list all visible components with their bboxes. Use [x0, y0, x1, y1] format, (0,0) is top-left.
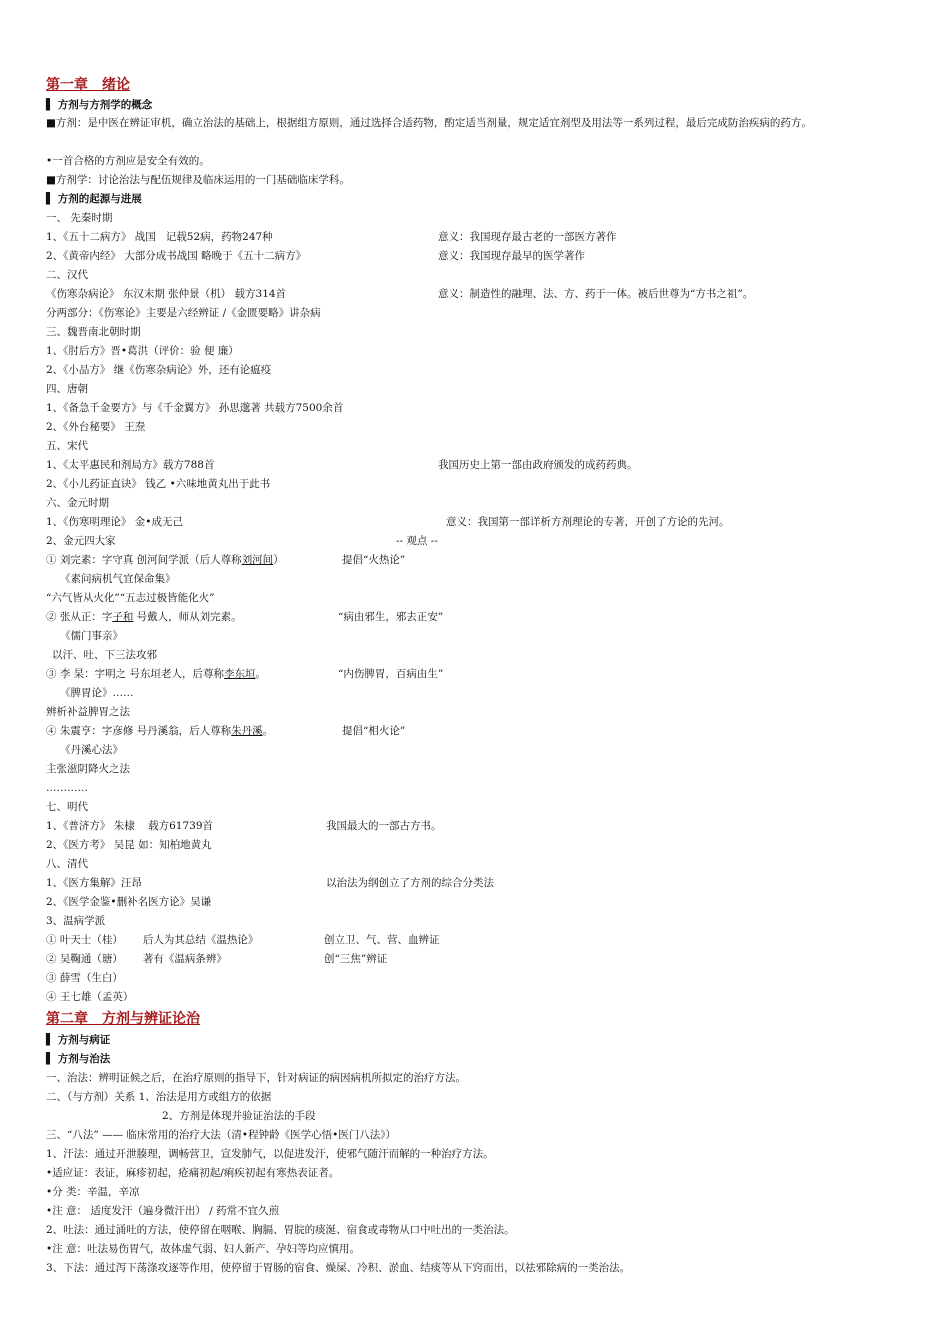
section-heading: ▌ 方剂与病证 — [46, 1034, 111, 1046]
period-heading: 一、 先秦时期 — [46, 212, 113, 224]
text-line: •分 类：辛温，辛凉 — [46, 1186, 140, 1198]
text-line: ① 叶天士（桂） 后人为其总结《温热论》 创立卫、气、营、血辨证 — [46, 934, 440, 946]
method-note: 辨析补益脾胃之法 — [46, 706, 130, 718]
text-line: 分两部分：《伤寒论》主要是六经辨证 /《金匮要略》讲杂病 — [46, 307, 321, 319]
text-line: 1、《普济方》 朱棣 载方61739首 我国最大的一部古方书。 — [46, 817, 910, 836]
text-line: 3、温病学派 — [46, 915, 106, 927]
section-heading: ▌ 方剂与治法 — [46, 1053, 111, 1065]
scholar-li: ③ 李 杲：字明之 号东垣老人，后尊称李东垣。 “内伤脾胃，百病由生” — [46, 668, 444, 680]
text-line: 2、《黄帝内经》 大部分成书战国 略晚于《五十二病方》 意义：我国现存最早的医学著作 — [46, 247, 910, 266]
method-note: 以汗、吐、下三法攻邪 — [52, 649, 157, 661]
text-line: 2、方剂是体现并验证治法的手段 — [162, 1110, 316, 1122]
text-line: 3、下法：通过泻下荡涤攻逐等作用，使停留于胃肠的宿食、燥屎、冷积、淤血、结痰等从下窍而出，以祛邪除病的一类治法。 — [46, 1262, 631, 1274]
period-heading: 七、明代 — [46, 801, 88, 813]
chapter-1-title: 第一章 绪论 — [46, 77, 130, 93]
chapter-2-title: 第二章 方剂与辨证论治 — [46, 1011, 200, 1027]
viewpoint-header: -- 观点 -- — [396, 535, 438, 547]
text-line: •适应证：表证，麻疹初起，疮痛初起/痢疾初起有寒热表证者。 — [46, 1167, 340, 1179]
text-line: 1、《肘后方》晋•葛洪（评价：验 便 廉） — [46, 345, 239, 357]
text-line: •注 意：吐法易伤胃气，故体虚气弱、妇人新产、孕妇等均应慎用。 — [46, 1243, 361, 1255]
text-line: 《伤寒杂病论》 东汉末期 张仲景（机） 载方314首 意义：制造性的融理、法、方、药于一体。被后世尊为“方书之祖”。 — [46, 285, 910, 304]
book-title: 《儒门事亲》 — [60, 630, 123, 642]
significance-note: 意义：我国现存最古老的一部医方著作 — [438, 231, 617, 243]
text-line: 一、治法：辨明证候之后，在治疗原则的指导下，针对病证的病因病机所拟定的治疗方法。 — [46, 1072, 466, 1084]
text-line: ③ 薛雪（生白） — [46, 972, 123, 984]
text-line: 1、《五十二病方》 战国 记载52病，药物247种 意义：我国现存最古老的一部医方著作 — [46, 228, 910, 247]
book-title: 《脾胃论》…… — [60, 687, 134, 699]
text-line: 2、《小儿药证直诀》 钱乙 •六味地黄丸出于此书 — [46, 478, 271, 490]
period-heading: 二、汉代 — [46, 269, 88, 281]
scholar-liu: ① 刘完素：字守真 创河间学派（后人尊称刘河间） 提倡“火热论” — [46, 554, 406, 566]
text-line: 1、汗法：通过开泄腠理，调畅营卫，宣发肺气，以促进发汗，使邪气随汗而解的一种治疗方法。 — [46, 1148, 494, 1160]
text-line: 2、《外台秘要》 王焘 — [46, 421, 146, 433]
text-line: 2、《医方考》 吴昆 如：知柏地黄丸 — [46, 839, 212, 851]
definition-fangji: ■方剂：是中医在辨证审机，确立治法的基础上，根据组方原则，通过选择合适药物，酌定适当剂量，规定适宜剂型及用法等一系列过程，最后完成防治疾病的药方。 — [46, 117, 812, 129]
text-line: 二、（与方剂）关系 1、治法是用方或组方的依据 — [46, 1091, 272, 1103]
text-line: •一首合格的方剂应是安全有效的。 — [46, 155, 210, 167]
text-line: 2、金元四大家 -- 观点 -- — [46, 532, 910, 551]
method-note: 主张滋阴降火之法 — [46, 763, 130, 775]
text-line: 2、吐法：通过涌吐的方法，使停留在咽喉、胸膈、胃脘的痰涎、宿食或毒物从口中吐出的一类治法。 — [46, 1224, 515, 1236]
period-heading: 四、唐朝 — [46, 383, 88, 395]
significance-note: 我国历史上第一部由政府颁发的成药药典。 — [438, 459, 638, 471]
significance-note: 意义：制造性的融理、法、方、药于一体。被后世尊为“方书之祖”。 — [438, 288, 754, 300]
text-line: 1、《太平惠民和剂局方》载方788首 我国历史上第一部由政府颁发的成药药典。 — [46, 456, 910, 475]
period-heading: 六、金元时期 — [46, 497, 109, 509]
scholar-zhang: ② 张从正：字子和 号戴人，师从刘完素。 “病由邪生，邪去正安” — [46, 611, 444, 623]
quote: “六气皆从火化”“五志过极皆能化火” — [46, 592, 215, 604]
book-title: 《丹溪心法》 — [60, 744, 123, 756]
period-heading: 八、清代 — [46, 858, 88, 870]
book-title: 《素问病机气宜保命集》 — [60, 573, 176, 585]
text-line: 2、《小品方》 继《伤寒杂病论》外，还有论瘟疫 — [46, 364, 272, 376]
text-line: 2、《医学金鉴•删补名医方论》吴谦 — [46, 896, 212, 908]
text-line: 1、《伤寒明理论》 金•成无己 意义：我国第一部详析方剂理论的专著，开创了方论的先河。 — [46, 513, 910, 532]
significance-note: 意义：我国第一部详析方剂理论的专著，开创了方论的先河。 — [446, 516, 730, 528]
text-line: 三、“八法” —— 临床常用的治疗大法（清•程钟龄《医学心悟•医门八法》） — [46, 1129, 397, 1141]
text-line: ② 吴鞠通（瑭） 著有《温病条辨》 创“三焦”辨证 — [46, 953, 388, 965]
text-line: •注 意： 适度发汗（遍身微汗出） / 药常不宜久煎 — [46, 1205, 280, 1217]
definition-fangjixue: ■方剂学：讨论治法与配伍规律及临床运用的一门基础临床学科。 — [46, 174, 350, 186]
ellipsis: ………… — [46, 782, 88, 794]
significance-note: 我国最大的一部古方书。 — [326, 820, 442, 832]
section-heading: ▌ 方剂与方剂学的概念 — [46, 99, 153, 111]
text-line: ④ 王七雄（孟英） — [46, 991, 134, 1003]
scholar-zhu: ④ 朱震亨：字彦修 号丹溪翁，后人尊称朱丹溪。 提倡“相火论” — [46, 725, 406, 737]
period-heading: 三、魏晋南北朝时期 — [46, 326, 141, 338]
period-heading: 五、宋代 — [46, 440, 88, 452]
significance-note: 意义：我国现存最早的医学著作 — [438, 250, 585, 262]
section-heading: ▌ 方剂的起源与进展 — [46, 193, 142, 205]
significance-note: 以治法为纲创立了方剂的综合分类法 — [326, 877, 494, 889]
text-line: 1、《医方集解》汪昂 以治法为纲创立了方剂的综合分类法 — [46, 874, 910, 893]
text-line: 1、《备急千金要方》与《千金翼方》 孙思邈著 共载方7500余首 — [46, 402, 344, 414]
